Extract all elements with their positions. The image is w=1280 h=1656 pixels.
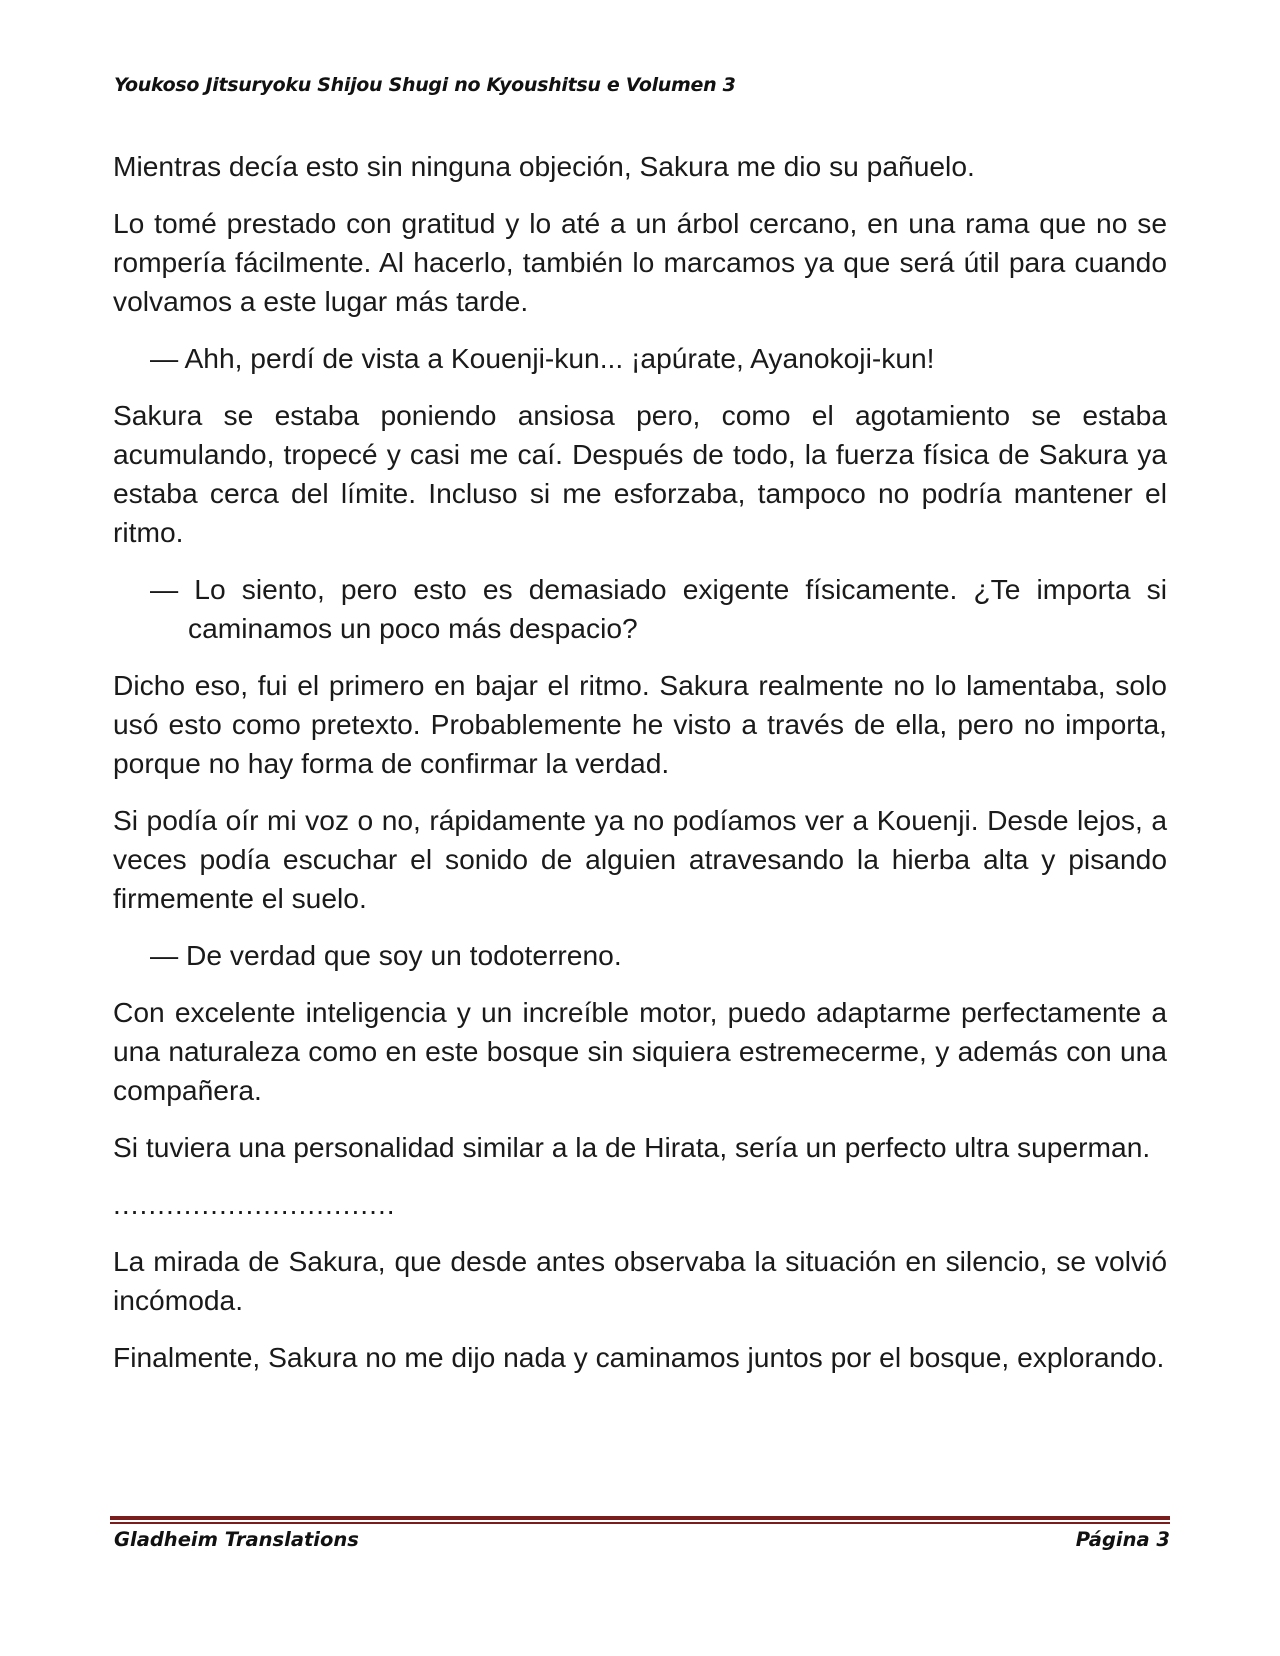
page-body [113,147,1167,1377]
paragraph: Si tuviera una personalidad similar a la de Hirata, sería un perfecto ultra superman. [113,1131,1151,1163]
paragraph: Si podía oír mi voz o no, rápidamente ya no podíamos ver a Kouenji. Desde lejos, a veces podía escuchar el sonido de alguien atravesando la hierba alta y pisando firmemente el suelo. [113,804,1167,914]
footer-publisher: Gladheim Translations [114,1528,359,1551]
footer-page-number: Página 3 [1075,1528,1170,1551]
paragraph: Dicho eso, fui el primero en bajar el ritmo. Sakura realmente no lo lamentaba, solo usó esto como pretexto. Probablemente he visto a través de ella, pero no importa, porque no hay forma de confirmar la verdad. [113,669,1167,779]
scene-separator: ................................ [113,1188,396,1220]
dialogue-line: — Ahh, perdí de vista a Kouenji-kun... ¡apúrate, Ayanokoji-kun! [150,342,935,374]
paragraph: La mirada de Sakura, que desde antes observaba la situación en silencio, se volvió incómoda. [113,1245,1167,1316]
footer-rule [110,1516,1170,1524]
dialogue-line: — De verdad que soy un todoterreno. [150,939,622,971]
paragraph: Finalmente, Sakura no me dijo nada y caminamos juntos por el bosque, explorando. [113,1341,1165,1373]
footer-rule-thick [110,1516,1170,1520]
paragraph: Con excelente inteligencia y un increíble motor, puedo adaptarme perfectamente a una naturaleza como en este bosque sin siquiera estremecerme, y además con una compañera. [113,996,1167,1106]
paragraph: Lo tomé prestado con gratitud y lo até a un árbol cercano, en una rama que no se rompería fácilmente. Al hacerlo, también lo marcamos ya que será útil para cuando volvamos a este lugar más tarde. [113,207,1167,317]
dialogue-line: — Lo siento, pero esto es demasiado exigente físicamente. ¿Te importa si caminamos un poco más despacio? [150,573,1167,644]
paragraph: Sakura se estaba poniendo ansiosa pero, como el agotamiento se estaba acumulando, tropecé y casi me caí. Después de todo, la fuerza física de Sakura ya estaba cerca del límite. Incluso si me esforzaba, tampoco no podría mantener el ritmo. [113,399,1167,548]
paragraph: Mientras decía esto sin ninguna objeción, Sakura me dio su pañuelo. [113,150,975,182]
page-header-title: Youkoso Jitsuryoku Shijou Shugi no Kyoushitsu e Volumen 3 [114,74,736,96]
footer-rule-thin [110,1522,1170,1524]
